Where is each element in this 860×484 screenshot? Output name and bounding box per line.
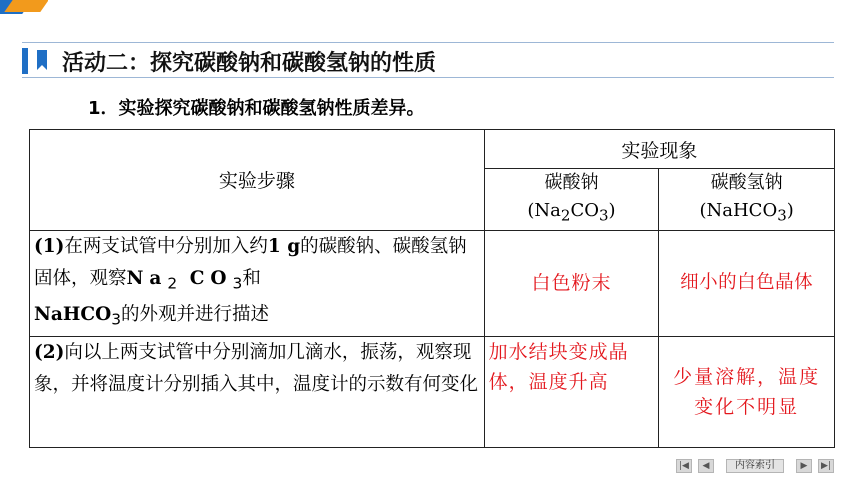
nahco3-observation: 细小的白色晶体 <box>659 230 835 336</box>
table-row <box>30 230 835 336</box>
step-cell: (1)在两支试管中分别加入约1 g的碳酸钠、碳酸氢钠固体，观察$Na_2$ $CO_3$和 NaHCO$_3$的外观并进行描述 <box>30 230 485 336</box>
corner-decoration <box>0 0 48 26</box>
section-header <box>22 42 834 78</box>
first-page-button[interactable]: |◀ <box>676 459 692 473</box>
slide-navigation <box>676 458 834 474</box>
table-row <box>30 336 835 447</box>
na2co3-observation: 白色粉末 <box>484 230 659 336</box>
step-column-header: 实验步骤 <box>30 130 485 231</box>
step-cell: (2)向以上两支试管中分别滴加几滴水，振荡，观察现象，并将温度计分别插入其中，温度计的示数有何变化 <box>30 336 485 447</box>
bookmark-icon <box>34 49 50 71</box>
nahco3-column-header: 碳酸氢钠 (NaHCO$_3$) <box>659 169 835 231</box>
next-page-button[interactable]: ▶ <box>796 459 812 473</box>
last-page-button[interactable]: ▶| <box>818 459 834 473</box>
nahco3-observation: 少量溶解，温度变化不明显 <box>659 336 835 447</box>
page-title: 活动二：探究碳酸钠和碳酸氢钠的性质 <box>62 51 437 76</box>
prev-page-button[interactable]: ◀ <box>698 459 714 473</box>
na2co3-observation: 加水结块变成晶体，温度升高 <box>484 336 659 447</box>
content-index-button[interactable]: 内容索引 <box>726 459 784 473</box>
comparison-table <box>29 129 835 448</box>
header-accent-bar <box>22 48 28 74</box>
phenomenon-column-header: 实验现象 <box>484 130 834 169</box>
na2co3-column-header: 碳酸钠 $(Na_2CO_3)$ <box>484 169 659 231</box>
section-subtitle: 1．实验探究碳酸钠和碳酸氢钠性质差异。 <box>88 98 425 119</box>
